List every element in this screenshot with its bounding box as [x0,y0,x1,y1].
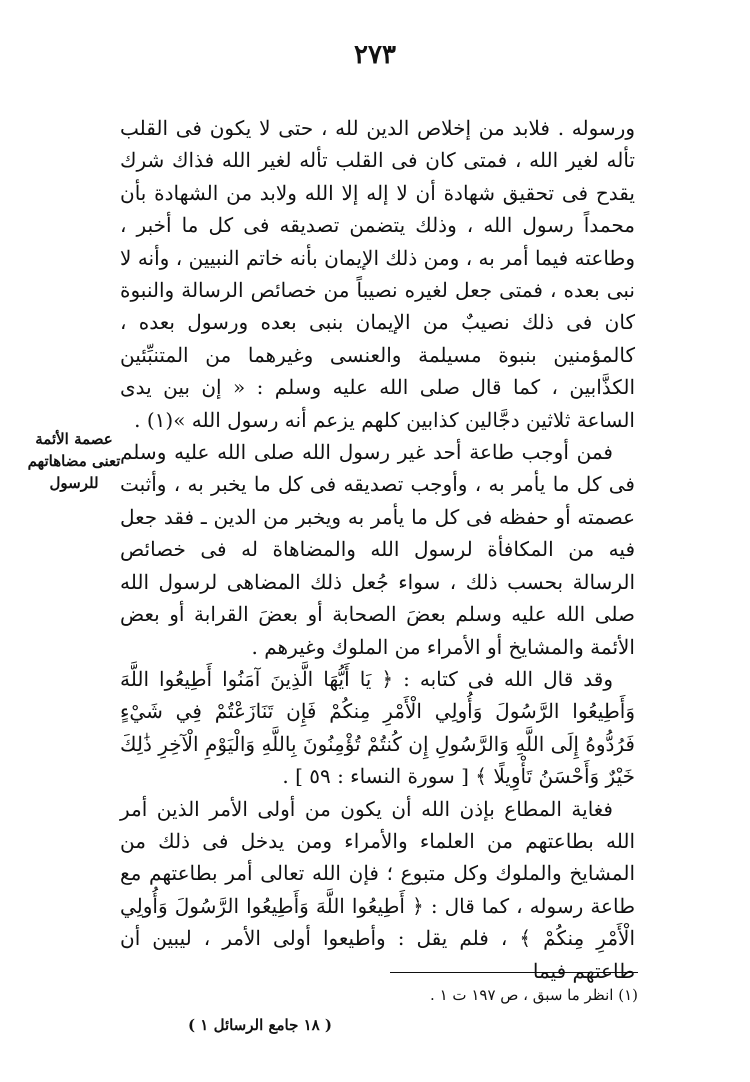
paragraph: وقد قال الله فى كتابه : ﴿ يَا أَيُّهَا الَّذِينَ آمَنُوا أَطِيعُوا اللَّهَ وَأَطِيعُوا الرَّسُولَ وَأُولِي الْأَمْرِ مِنكُمْ فَإِن تَنَازَعْتُمْ فِي شَيْءٍ فَرُدُّوهُ إِلَى اللَّهِ وَالرَّسُولِ إِن كُنتُمْ تُؤْمِنُونَ بِاللَّهِ وَالْيَوْمِ الْآخِرِ ذَٰلِكَ خَيْرٌ وَأَحْسَنُ تَأْوِيلًا ﴾ [ سورة النساء : ٥٩ ] . [120,666,635,789]
signature-mark: ( ١٨ جامع الرسائل ١ ) [187,1016,333,1034]
footnote: (١) انظر ما سبق ، ص ١٩٧ ت ١ . [430,986,638,1004]
paragraph: فغاية المطاع بإذن الله أن يكون من أولى الأمر الذين أمر الله بطاعتهم من العلماء والأمراء ومن يدخل فى ذلك من المشايخ والملوك وكل متبوع ؛ فإن الله تعالى أمر بطاعتهم مع طاعة رسوله ، كما قال : ﴿ أَطِيعُوا اللَّهَ وَأَطِيعُوا الرَّسُولَ وَأُولِي الْأَمْرِ مِنكُمْ ﴾ ، فلم يقل : وأطيعوا أولى الأمر ، ليبين أن طاعتهم فيما [120,796,635,983]
paragraph: فمن أوجب طاعة أحد غير رسول الله صلى الله عليه وسلم فى كل ما يأمر به ، وأوجب تصديقه فى كل ما يخبر به ، وأثبت عصمته أو حفظه فى كل ما يأمر به ويخبر من الدين ـ فقد جعل فيه من المكافأة لرسول الله والمضاهاة له فى خصائص الرسالة بحسب ذلك ، سواء جُعل ذلك المضاهى لرسول الله صلى الله عليه وسلم بعضَ الصحابة أو بعضَ القرابة أو بعض الأئمة والمشايخ أو الأمراء من الملوك وغيرهم . [120,440,635,659]
footnote-divider [390,972,638,973]
margin-note: عصمة الأئمة تعنى مضاهاتهم للرسول [27,430,121,492]
paragraph: ورسوله . فلابد من إخلاص الدين لله ، حتى لا يكون فى القلب تأله لغير الله ، فمتى كان فى القلب تأله لغير الله فذاك شرك يقدح فى تحقيق شهادة أن لا إله إلا الله ولابد من الشهادة بأن محمداً رسول الله ، وذلك يتضمن تصديقه فى كل ما أخبر ، وطاعته فيما أمر به ، ومن ذلك الإيمان بأنه خاتم النبيين ، وأنه لا نبى بعده ، فمتى جعل لغيره نصيباً من خصائص الرسالة والنبوة كان فى ذلك نصيبٌ من الإيمان بنبى بعده ورسول بعده ، كالمؤمنين بنبوة مسيلمة والعنسى وغيرهما من المتنبِّئين الكذَّابين ، كما قال صلى الله عليه وسلم : « إن بين يدى الساعة ثلاثين دجَّالين كذابين كلهم يزعم أنه رسول الله »(١) . [120,116,635,432]
page-number: ٢٧٣ [354,40,396,70]
main-text [120,112,635,987]
